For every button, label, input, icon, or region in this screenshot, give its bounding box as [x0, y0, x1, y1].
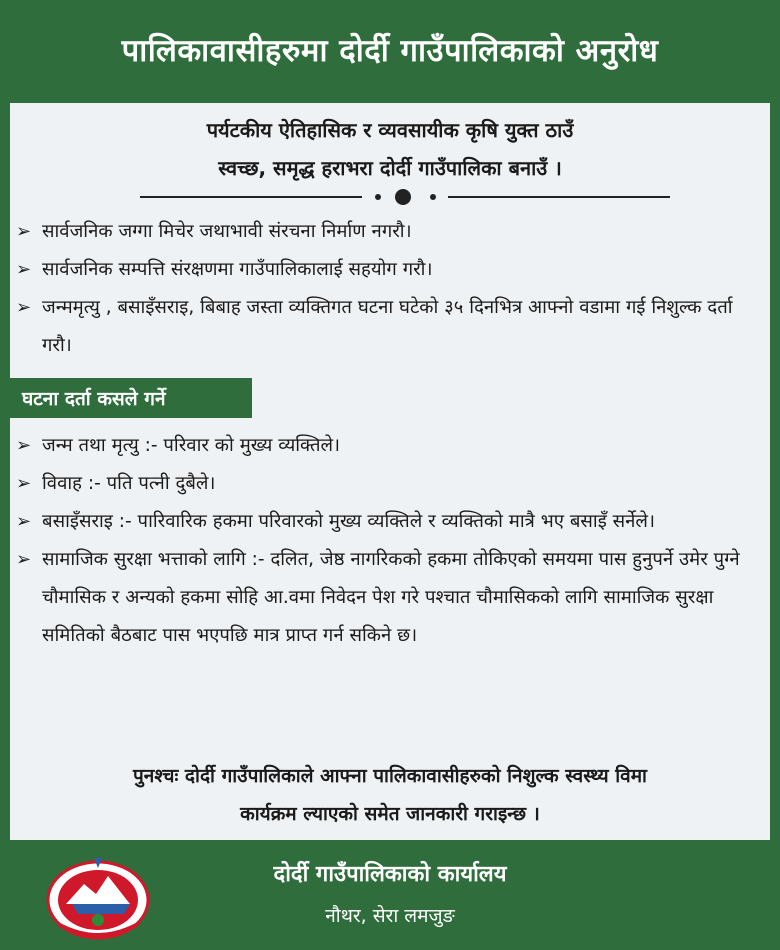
arrow-right-icon: ➢ — [16, 297, 32, 318]
slogan-line-2: स्वच्छ, समृद्ध हराभरा दोर्दी गाउँपालिका बनाउँ । — [218, 156, 562, 180]
slogan — [10, 111, 770, 187]
page-title: पालिकावासीहरुमा दोर्दी गाउँपालिकाको अनुरोध — [121, 33, 659, 69]
section-heading: घटना दर्ता कसले गर्ने — [10, 378, 252, 418]
list-item: ➢ जन्ममृत्यु , बसाइँसराइ, बिबाह जस्ता व्यक्तिगत घटना घटेको ३५ दिनभित्र आफ्नो वडामा गई निशुल्क दर्ता गरौ। — [10, 289, 770, 365]
list-item: ➢ सामाजिक सुरक्षा भत्ताको लागि :- दलित, जेष्ठ नागरिकको हकमा तोकिएको समयमा पास हुनुपर्ने उमेर पुग्ने चौमासिक र अन्यको हकमा सोहि आ.वमा निवेदन पेश गरे पश्चात चौमासिकको लागि सामाजिक सुरक्षा समितिको बैठबाट पास भएपछि मात्र प्राप्त गर्न सकिने छ। — [10, 541, 770, 655]
requests-list — [10, 213, 770, 365]
arrow-right-icon: ➢ — [16, 221, 32, 242]
arrow-right-icon: ➢ — [16, 473, 32, 494]
content-panel — [10, 103, 770, 840]
ornamental-divider — [140, 189, 670, 205]
office-name: दोर्दी गाउँपालिकाको कार्यालय — [273, 862, 507, 887]
footer — [0, 840, 780, 950]
slogan-line-1: पर्यटकीय ऐतिहासिक र व्यवसायीक कृषि युक्त ठाउँ — [206, 118, 574, 142]
office-address: नौथर, सेरा लमजुङ — [325, 905, 455, 927]
arrow-right-icon: ➢ — [16, 511, 32, 532]
page-header — [0, 0, 780, 100]
list-item: ➢ बसाइँसराइ :- पारिवारिक हकमा परिवारको मुख्य व्यक्तिले र व्यक्तिको मात्रै भए बसाइँ सर्नेले। — [10, 503, 770, 541]
arrow-right-icon: ➢ — [16, 549, 32, 570]
list-item: ➢ सार्वजनिक जग्गा मिचेर जथाभावी संरचना निर्माण नगरौ। — [10, 213, 770, 251]
list-item: ➢ जन्म तथा मृत्यु :- परिवार को मुख्य व्यक्तिले। — [10, 427, 770, 465]
arrow-right-icon: ➢ — [16, 259, 32, 280]
list-item: ➢ विवाह :- पति पत्नी दुबैले। — [10, 465, 770, 503]
postscript-note — [10, 757, 770, 833]
note-line-2: कार्यक्रम ल्याएको समेत जानकारी गराइन्छ । — [240, 803, 540, 825]
list-item: ➢ सार्वजनिक सम्पत्ति संरक्षणमा गाउँपालिकालाई सहयोग गरौ। — [10, 251, 770, 289]
note-line-1: पुनश्चः दोर्दी गाउँपालिकाले आफ्ना पालिकावासीहरुको निशुल्क स्वस्थ्य विमा — [133, 765, 647, 787]
registration-list — [10, 427, 770, 655]
arrow-right-icon: ➢ — [16, 435, 32, 456]
